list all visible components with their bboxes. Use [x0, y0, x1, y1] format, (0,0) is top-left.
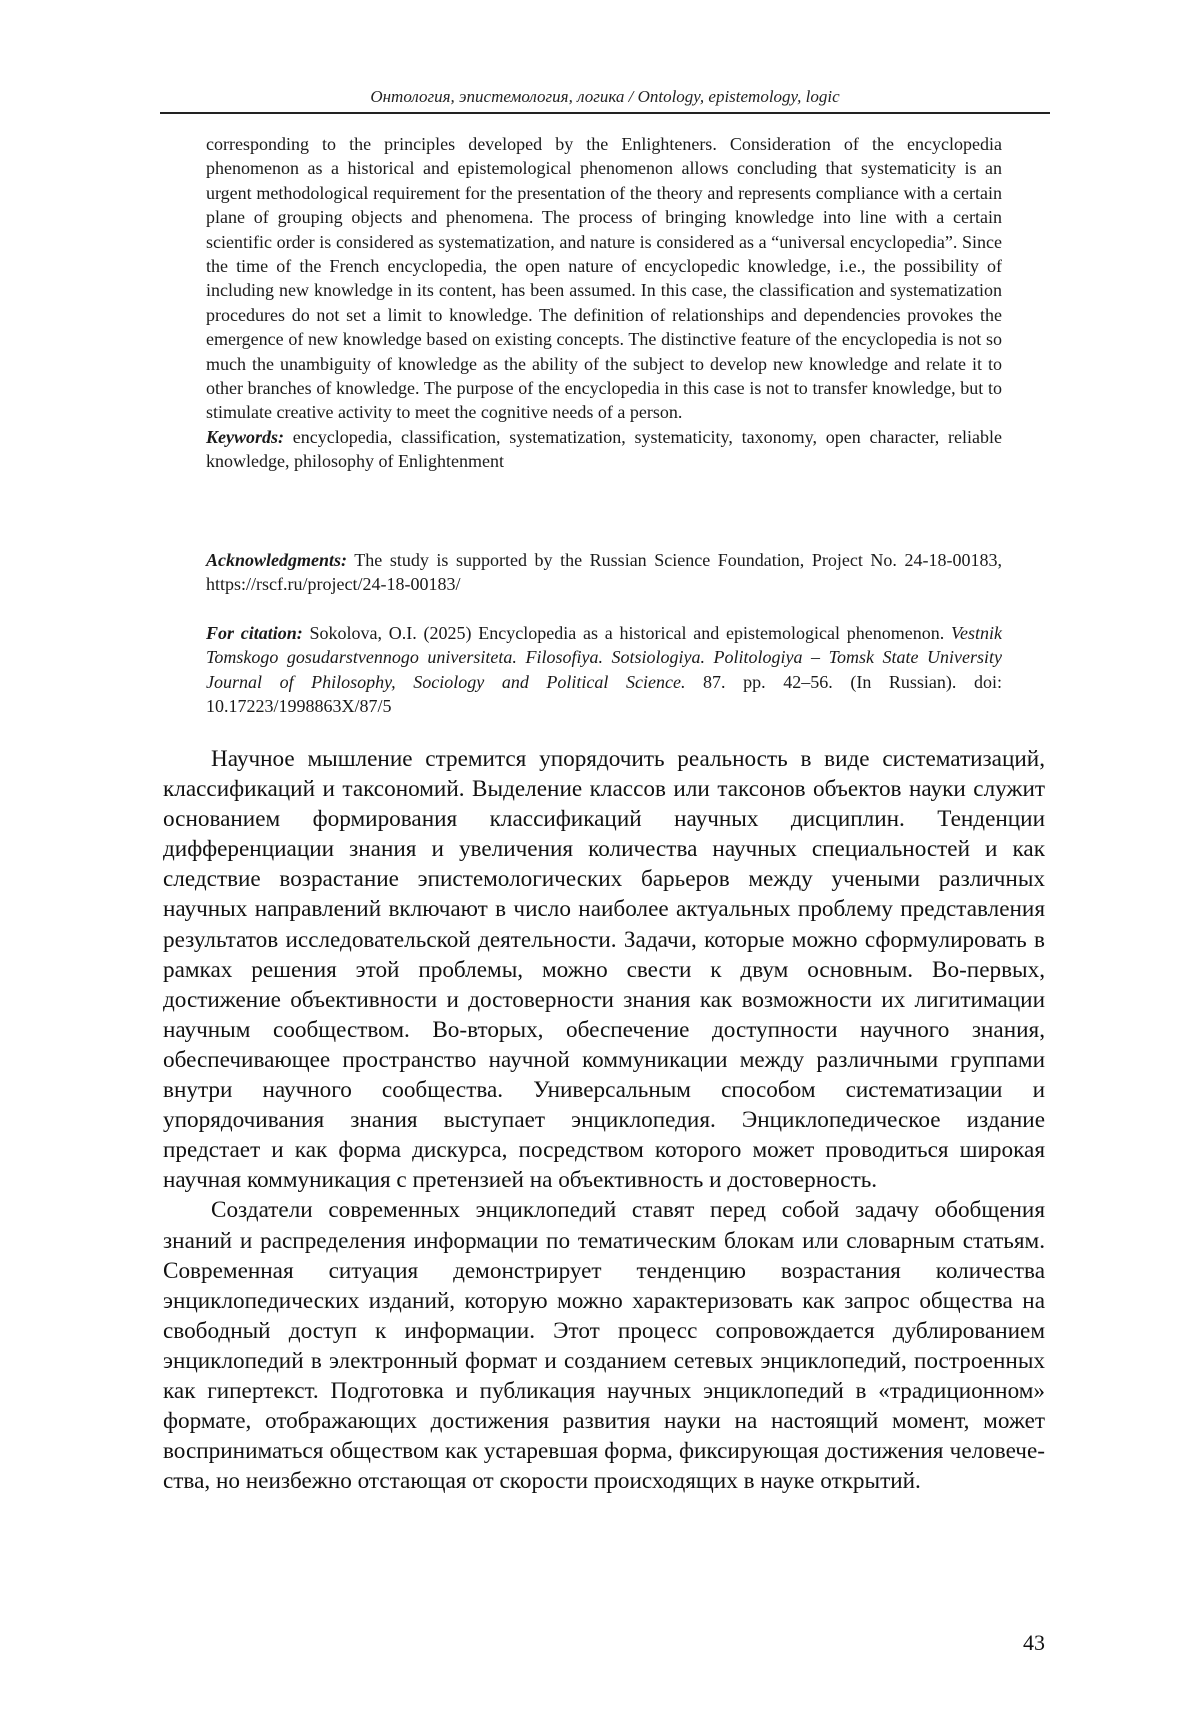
citation-block	[206, 621, 1002, 719]
acknowledgments-block	[206, 548, 1002, 597]
body-paragraph-2: Создатели современных энциклопедий ставят перед собой задачу обобщения знаний и распределения информации по тематическим блокам или словарным статьям. Современная ситуация демонстрирует тенденцию возрастания количества энциклопедических изданий, которую можно характеризовать как запрос общества на свободный доступ к информации. Этот процесс сопровождается дублированием энциклопедий в электронный формат и созданием сетевых энциклопедий, построенных как гипертекст. Подготовка и публикация научных энциклопедий в «традиционном» формате, отображающих достижения развития науки на настоящий момент, может восприниматься обществом как устаревшая форма, фиксирующая достижения человечества, но неизбежно отстающая от скорости происходящих в науке открытий.	[163, 1197, 1045, 1495]
acknowledgments-line	[206, 548, 1002, 597]
abstract-block	[206, 132, 1002, 474]
keywords-text: encyclopedia, classification, systematization, systematicity, taxonomy, open character, reliable knowledge, philosophy of Enlightenment	[206, 426, 1002, 472]
main-body	[163, 744, 1045, 1496]
body-paragraph-1: Научное мышление стремится упорядочить реальность в виде систематизаций, классификаций и таксономий. Выделение классов или таксонов объектов науки служит основанием формирования классификаций научных дисциплин. Тенденции дифференциации знания и увеличения количества научных специальностей и как следствие возрастание эпистемологических барьеров между учеными различных научных направлений включают в число наиболее актуальных проблему представления результатов исследовательской деятельности. Задачи, которые можно сформулировать в рамках решения этой проблемы, можно свести к двум основным. Во-первых, достижение объективности и достоверности знания как возможности их лигитимации научным сообществом. Во-вторых, обеспечение доступности научного знания, обеспечивающее пространство научной коммуникации между различными группами внутри научного сообщества. Универсальным способом систематизации и упорядочивания знания выступает энциклопедия. Энциклопедическое издание предстает и как форма дискурса, посредством которого может проводиться широкая научная коммуникация с претензией на объективность и достоверность.	[163, 746, 1045, 1194]
page-number: 43	[1023, 1630, 1045, 1655]
abstract-text: corresponding to the principles developed by the Enlighteners. Consideration of the encyclopedia phenomenon as a historical and epistemological phenomenon allows concluding that systematicity is an urgent methodological requirement for the presentation of the theory and represents compliance with a certain plane of grouping objects and phenomena. The process of bringing knowledge into line with a certain scientific order is considered as systematization, and nature is considered as a “universal encyclopedia”. Since the time of the French encyclopedia, the open nature of encyclopedic knowledge, i.e., the possibility of including new knowledge in its content, has been assumed. In this case, the classification and systematization procedures do not set a limit to knowledge. The definition of relationships and dependencies provokes the emergence of new knowledge based on existing concepts. The distinctive feature of the encyclopedia is not so much the unambiguity of knowledge as the ability of the subject to develop new knowledge and relate it to other branches of knowledge. The purpose of the encyclopedia in this case is not to transfer knowledge, but to stimulate creative activity to meet the cognitive needs of a person.	[206, 134, 1002, 423]
acknowledgments-text: The study is supported by the Russian Science Foundation, Project No. 24-18-00183, https://rscf.ru/project/24-18-00183/	[206, 550, 1002, 595]
running-header: Онтология, эпистемология, логика / Ontology, epistemology, logic	[370, 87, 840, 106]
citation-journal: Vestnik Tomskogo gosudarstvennogo universiteta. Filosofiya. Sotsiologiya. Politologiya – Tomsk State University Journal of Philosophy, Sociology and Political Science.	[206, 623, 1002, 692]
keywords-label: Keywords:	[206, 426, 284, 447]
acknowledgments-label: Acknowledgments:	[206, 550, 348, 570]
citation-text-before: Sokolova, O.I. (2025) Encyclopedia as a historical and epistemological phenomenon.	[302, 623, 951, 643]
citation-text-after: 87. pp. 42–56. (In Russian). doi: 10.17223/1998863X/87/5	[206, 671, 1002, 717]
header-rule	[160, 112, 1050, 114]
citation-label: For citation:	[206, 623, 303, 643]
citation-line	[206, 621, 1002, 719]
keywords-line	[206, 425, 1002, 474]
